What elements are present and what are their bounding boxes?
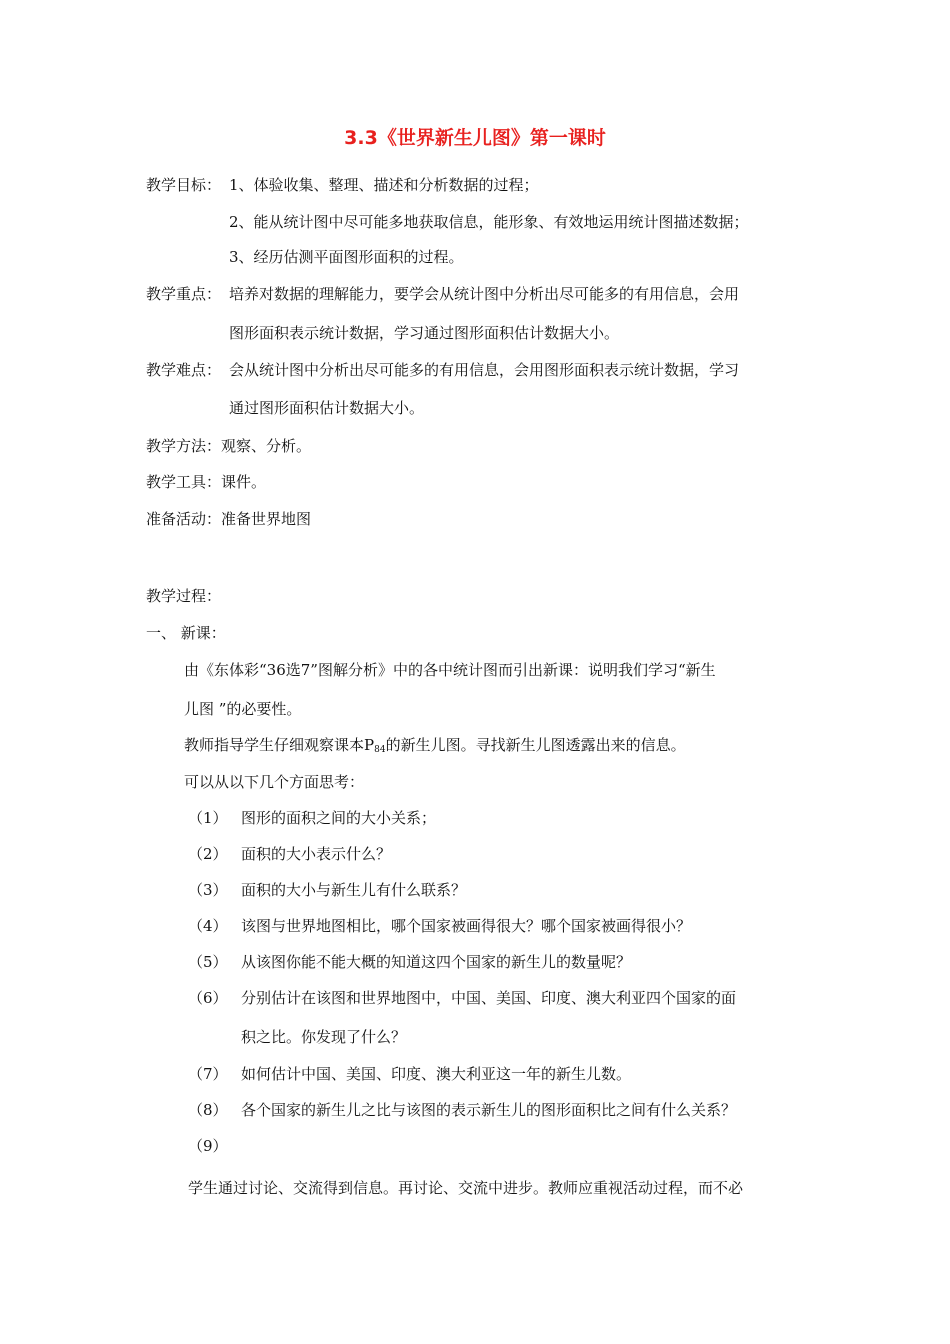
- intro-line-1: 由《东体彩“36选7”图解分析》中的各中统计图而引出新课：说明我们学习“新生: [184, 661, 716, 679]
- question-2-text: 面积的大小表示什么？: [241, 845, 392, 863]
- question-9-num: （9）: [188, 1137, 228, 1155]
- prep-line: 准备活动：准备世界地图: [146, 510, 312, 528]
- question-7-num: （7）: [188, 1065, 228, 1083]
- observe-subscript: 84: [374, 745, 386, 755]
- question-6-continuation: 积之比。你发现了什么？: [241, 1028, 407, 1046]
- page-title: 3.3《世界新生儿图》第一课时: [344, 127, 606, 149]
- observe-prefix: 教师指导学生仔细观察课本P: [184, 736, 375, 754]
- question-4-text: 该图与世界地图相比，哪个国家被画得很大？哪个国家被画得很小？: [241, 917, 692, 935]
- difficulty-line-1: 会从统计图中分析出尽可能多的有用信息，会用图形面积表示统计数据，学习: [229, 361, 740, 379]
- closing-line: 学生通过讨论、交流得到信息。再讨论、交流中进步。教师应重视活动过程，而不必: [188, 1179, 744, 1197]
- difficulty-label: 教学难点：: [146, 361, 222, 379]
- question-8-num: （8）: [188, 1101, 228, 1119]
- question-4-num: （4）: [188, 917, 228, 935]
- observe-line: [184, 735, 686, 760]
- section-1-heading: 一、 新课：: [146, 624, 226, 642]
- question-7-text: 如何估计中国、美国、印度、澳大利亚这一年的新生儿数。: [241, 1065, 632, 1083]
- question-5-num: （5）: [188, 953, 228, 971]
- question-6-text: 分别估计在该图和世界地图中，中国、美国、印度、澳大利亚四个国家的面: [241, 989, 737, 1007]
- goal-label: 教学目标：: [146, 176, 222, 194]
- goal-3: 3、经历估测平面图形面积的过程。: [229, 248, 464, 266]
- observe-suffix: 的新生儿图。寻找新生儿图透露出来的信息。: [385, 736, 686, 754]
- goal-2: 2、能从统计图中尽可能多地获取信息，能形象、有效地运用统计图描述数据；: [229, 213, 749, 231]
- question-1-text: 图形的面积之间的大小关系；: [241, 809, 437, 827]
- question-3-num: （3）: [188, 881, 228, 899]
- difficulty-line-2: 通过图形面积估计数据大小。: [229, 399, 425, 417]
- method-line: 教学方法：观察、分析。: [146, 437, 312, 455]
- goal-1: 1、体验收集、整理、描述和分析数据的过程；: [229, 176, 539, 194]
- key-line-1: 培养对数据的理解能力，要学会从统计图中分析出尽可能多的有用信息，会用: [229, 285, 740, 303]
- think-line: 可以从以下几个方面思考：: [184, 773, 365, 791]
- key-label: 教学重点：: [146, 285, 222, 303]
- tools-line: 教学工具：课件。: [146, 473, 267, 491]
- question-1-num: （1）: [188, 809, 228, 827]
- intro-line-2: 儿图 ”的必要性。: [184, 700, 302, 718]
- question-6-num: （6）: [188, 989, 228, 1007]
- key-line-2: 图形面积表示统计数据，学习通过图形面积估计数据大小。: [229, 324, 620, 342]
- question-2-num: （2）: [188, 845, 228, 863]
- question-5-text: 从该图你能不能大概的知道这四个国家的新生儿的数量呢？: [241, 953, 632, 971]
- question-3-text: 面积的大小与新生儿有什么联系？: [241, 881, 467, 899]
- process-heading: 教学过程：: [146, 587, 222, 605]
- question-8-text: 各个国家的新生儿之比与该图的表示新生儿的图形面积比之间有什么关系？: [241, 1101, 737, 1119]
